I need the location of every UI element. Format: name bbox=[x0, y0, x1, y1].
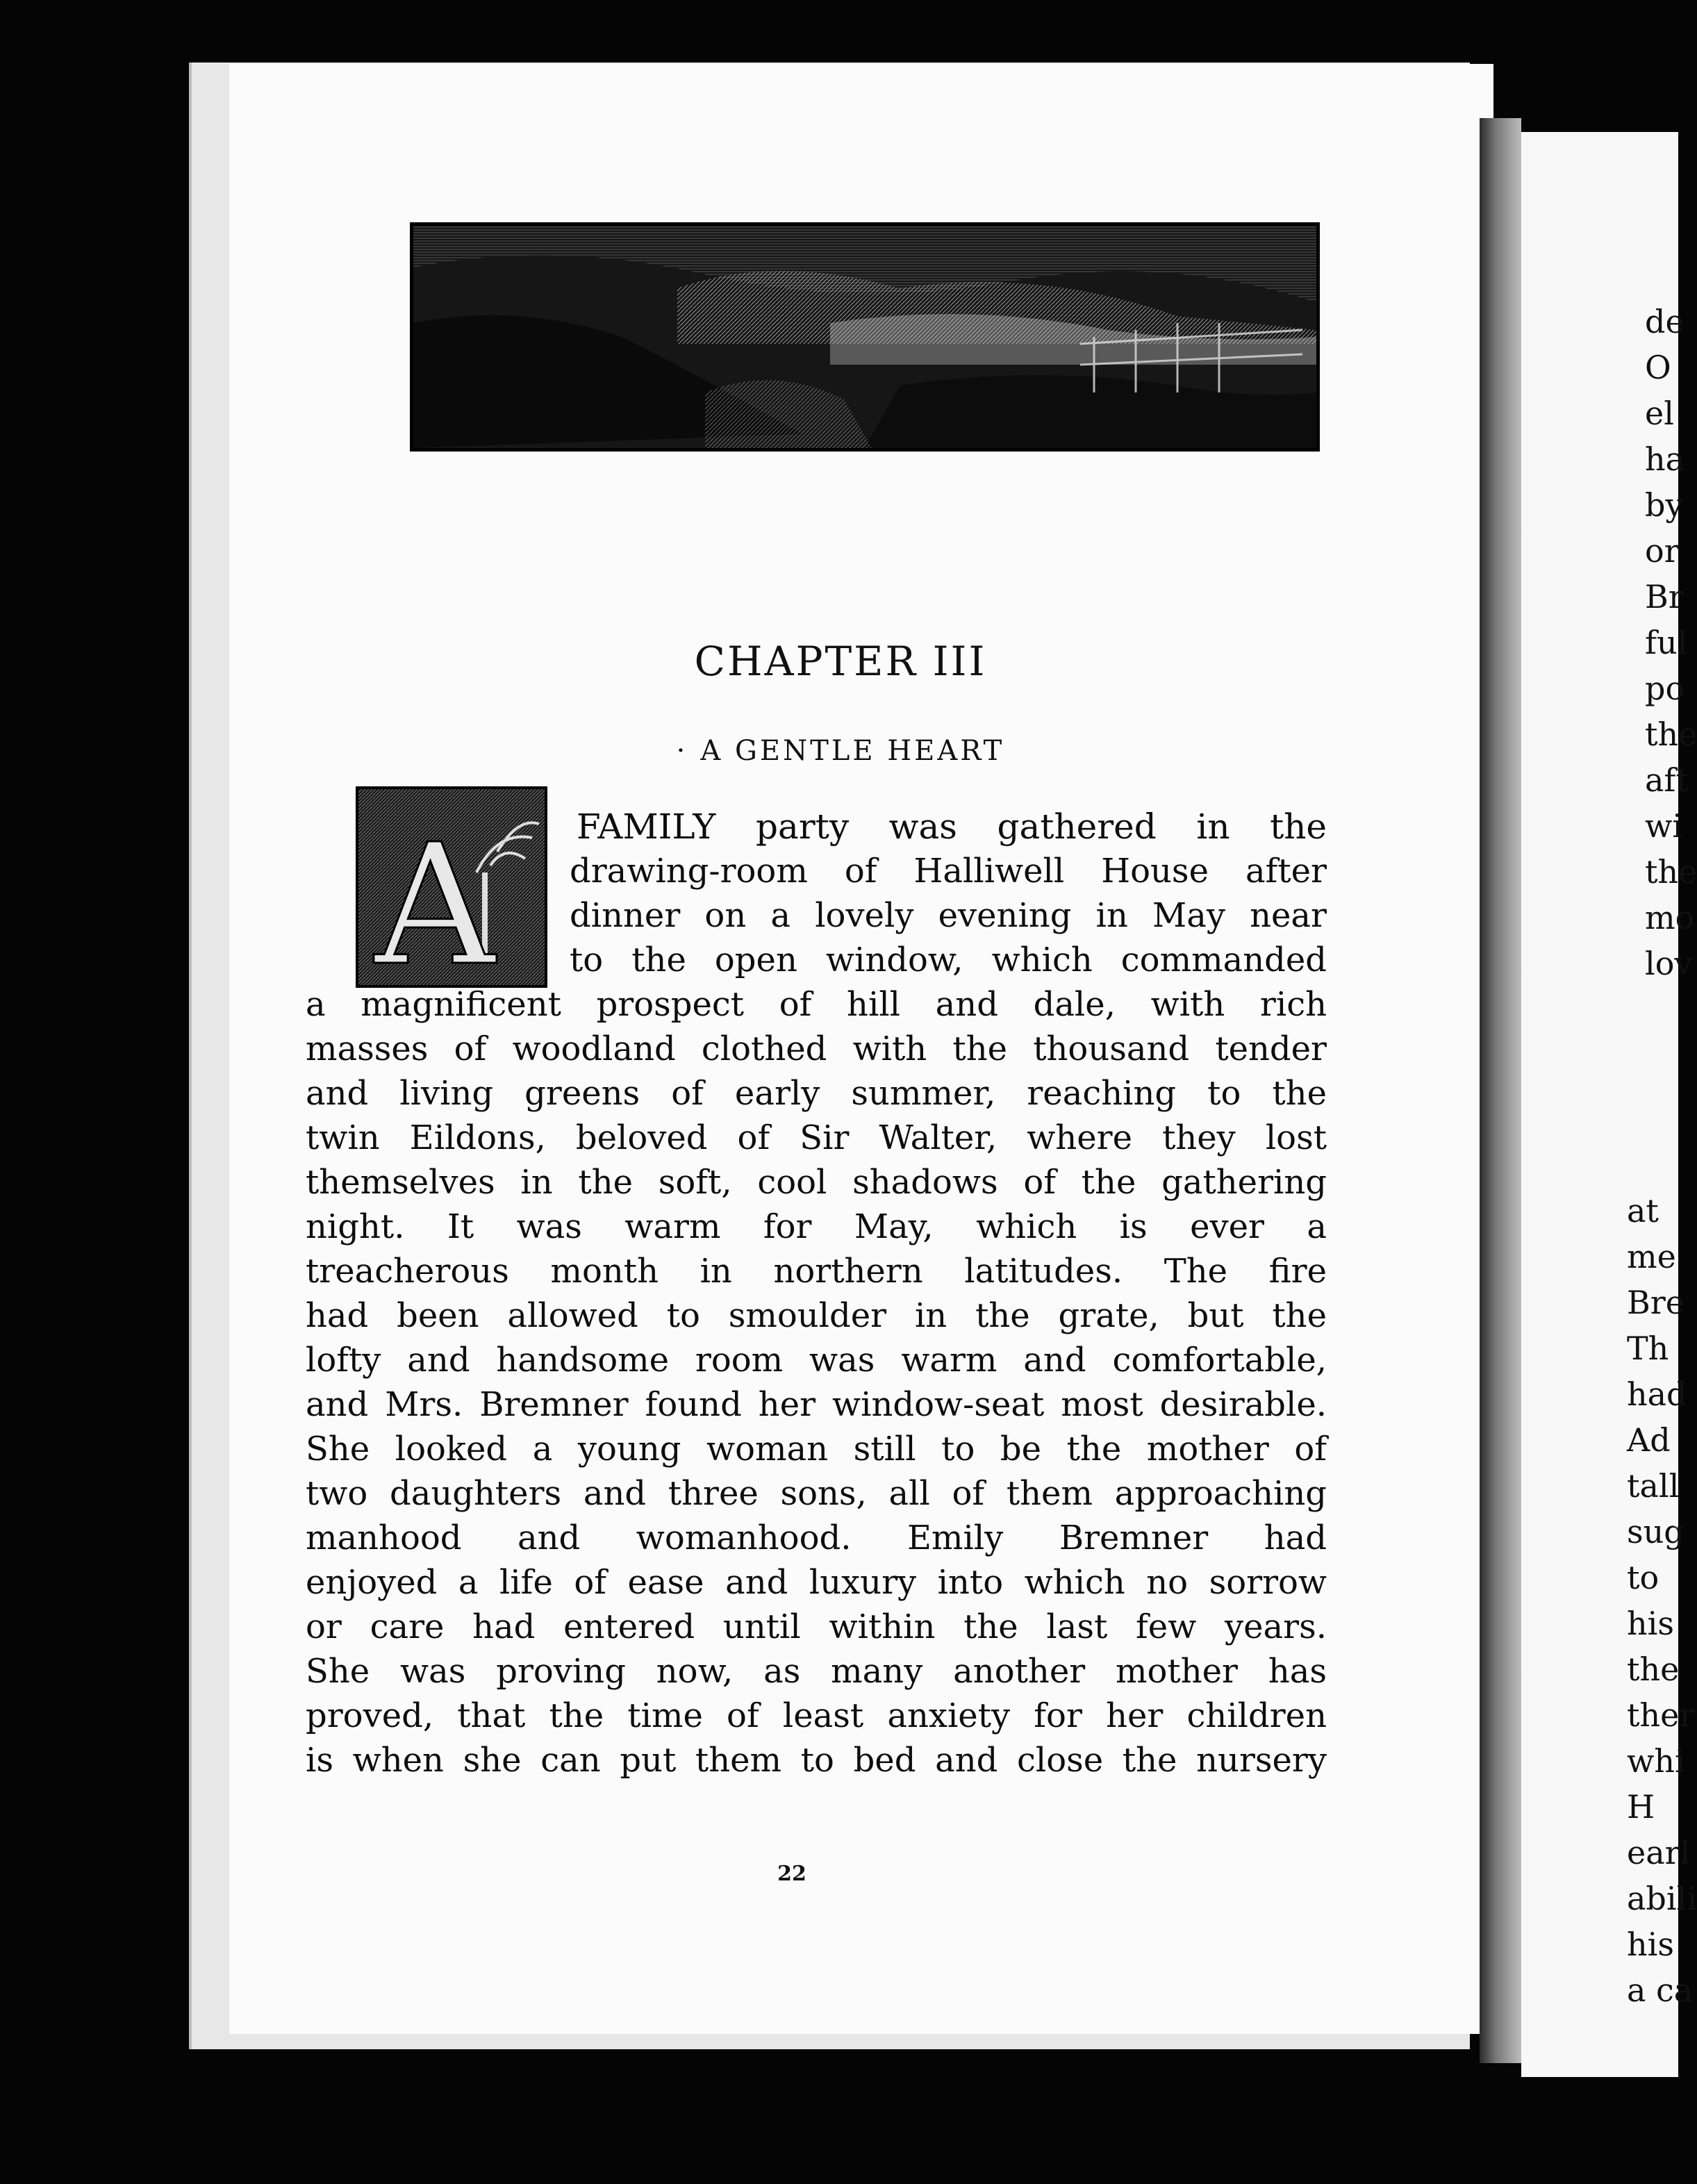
text-line: or care had entered until within the last few years. bbox=[306, 1607, 1327, 1646]
facing-page-line: whi bbox=[1627, 1742, 1685, 1780]
facing-page-line: Th bbox=[1627, 1330, 1669, 1367]
text-line: and living greens of early summer, reaching to the bbox=[306, 1074, 1327, 1113]
text-line: and Mrs. Bremner found her window-seat most desirable. bbox=[306, 1385, 1327, 1424]
facing-page-line: Br bbox=[1645, 578, 1684, 615]
book-gutter bbox=[1480, 118, 1521, 2063]
facing-page-line: el bbox=[1645, 395, 1674, 432]
text-line: two daughters and three sons, all of them approaching bbox=[306, 1474, 1327, 1513]
subtitle-ornament-dot: · bbox=[676, 735, 688, 767]
text-line: She was proving now, as many another mother has bbox=[306, 1652, 1327, 1691]
facing-page-line: the bbox=[1645, 853, 1697, 891]
facing-page-line: earl bbox=[1627, 1834, 1691, 1871]
facing-page-line: the bbox=[1645, 715, 1697, 753]
facing-page-line: Ad bbox=[1627, 1421, 1671, 1459]
facing-page-line: lov bbox=[1645, 945, 1693, 982]
text-line: FAMILY party was gathered in the bbox=[577, 806, 1327, 847]
chapter-header-engraving bbox=[410, 222, 1320, 452]
text-line: dinner on a lovely evening in May near bbox=[570, 896, 1327, 935]
chapter-subtitle bbox=[625, 735, 1056, 767]
text-line: manhood and womanhood. Emily Bremner had bbox=[306, 1519, 1327, 1557]
text-line: night. It was warm for May, which is ever a bbox=[306, 1207, 1327, 1246]
facing-page-line: sug bbox=[1627, 1513, 1684, 1550]
text-line: masses of woodland clothed with the thousand tender bbox=[306, 1029, 1327, 1068]
facing-page-line: ful bbox=[1645, 624, 1688, 661]
text-line: treacherous month in northern latitudes. The fire bbox=[306, 1252, 1327, 1291]
facing-page-line: or bbox=[1645, 532, 1680, 570]
facing-page-line: ther bbox=[1627, 1696, 1695, 1734]
facing-page bbox=[1521, 132, 1697, 2077]
text-line: had been allowed to smoulder in the grate, but the bbox=[306, 1296, 1327, 1335]
chapter-heading: CHAPTER III bbox=[694, 638, 987, 685]
facing-page-line: Bre bbox=[1627, 1284, 1685, 1321]
text-line: themselves in the soft, cool shadows of the gathering bbox=[306, 1163, 1327, 1202]
facing-page-line: tall bbox=[1627, 1467, 1680, 1505]
facing-page-line: me bbox=[1627, 1238, 1676, 1275]
text-line: twin Eildons, beloved of Sir Walter, where they lost bbox=[306, 1118, 1327, 1157]
facing-page-text-bottom bbox=[1627, 1188, 1697, 2013]
facing-page-line: a ca bbox=[1627, 1971, 1694, 2009]
text-line: proved, that the time of least anxiety for her children bbox=[306, 1696, 1327, 1735]
text-line: drawing-room of Halliwell House after bbox=[570, 852, 1327, 891]
facing-page-line: abili bbox=[1627, 1880, 1697, 1917]
text-line: She looked a young woman still to be the mother of bbox=[306, 1430, 1327, 1469]
facing-page-line: mo bbox=[1645, 899, 1695, 936]
facing-page-line: aft bbox=[1645, 761, 1689, 799]
chapter-body-text bbox=[306, 804, 1327, 1782]
facing-page-line: wi bbox=[1645, 807, 1683, 845]
facing-page-line: po bbox=[1645, 670, 1685, 707]
facing-page-line: at bbox=[1627, 1192, 1659, 1230]
facing-page-line: H bbox=[1627, 1788, 1655, 1826]
text-line: to the open window, which commanded bbox=[570, 941, 1327, 979]
dropcap-letter: A bbox=[374, 808, 495, 1002]
landscape-engraving-image bbox=[413, 226, 1316, 448]
text-line: a magnificent prospect of hill and dale, with rich bbox=[306, 985, 1327, 1024]
facing-page-line: his bbox=[1627, 1605, 1674, 1642]
facing-page-line: had bbox=[1627, 1375, 1687, 1413]
facing-page-line: by bbox=[1645, 486, 1684, 524]
facing-page-line: de bbox=[1645, 303, 1684, 340]
facing-page-line: the bbox=[1627, 1651, 1680, 1688]
chapter-subtitle-text: A GENTLE HEART bbox=[700, 735, 1005, 767]
facing-page-line: to bbox=[1627, 1559, 1659, 1596]
facing-page-text-top bbox=[1645, 299, 1697, 986]
facing-page-line: his bbox=[1627, 1926, 1674, 1963]
text-line: is when she can put them to bed and close the nursery bbox=[306, 1741, 1327, 1780]
text-line: lofty and handsome room was warm and comfortable, bbox=[306, 1341, 1327, 1380]
facing-page-line: ha bbox=[1645, 440, 1685, 478]
text-line: enjoyed a life of ease and luxury into which no sorrow bbox=[306, 1563, 1327, 1602]
facing-page-line: O bbox=[1645, 349, 1671, 386]
page-number: 22 bbox=[777, 1862, 806, 1886]
